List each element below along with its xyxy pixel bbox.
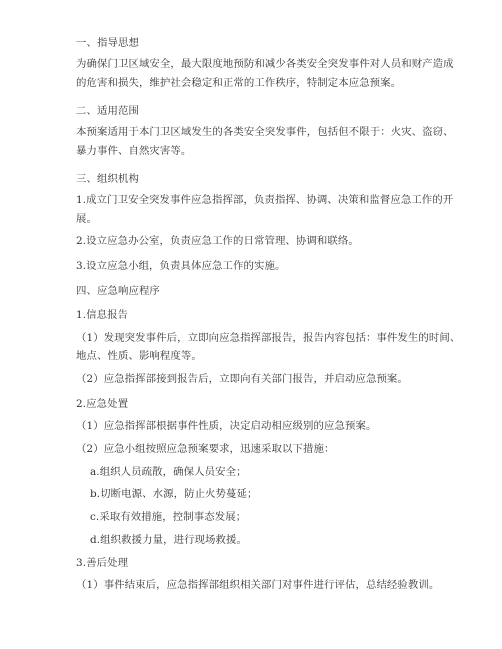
paragraph-line: （2）应急小组按照应急预案要求，迅速采取以下措施： [76,443,335,455]
list-item: c.采取有效措施，控制事态发展； [90,511,247,523]
paragraph-line: 本预案适用于本门卫区域发生的各类安全突发事件，包括但不限于：火灾、盗窃、 [76,126,454,138]
subheading-line: 3.善后处理 [76,557,129,569]
section-heading-scope: 二、适用范围 [76,105,139,117]
paragraph-line: 的危害和损失，维护社会稳定和正常的工作秩序，特制定本应急预案。 [76,77,402,89]
paragraph-line: 1.成立门卫安全突发事件应急指挥部，负责指挥、协调、决策和监督应急工作的开 [76,194,454,206]
paragraph-line: 展。 [76,213,97,225]
list-item: d.组织救援力量，进行现场救援。 [90,534,248,546]
paragraph-line: （1）应急指挥部根据事件性质，决定启动相应级别的应急预案。 [76,420,377,432]
paragraph-line: 暴力事件、自然灾害等。 [76,145,192,157]
section-heading-organization: 三、组织机构 [76,173,139,185]
list-item: b.切断电源、水源，防止火势蔓延； [90,488,258,500]
paragraph-line: （2）应急指挥部接到报告后，立即向有关部门报告，并启动应急预案。 [76,373,408,385]
subheading-line: 2.应急处置 [76,398,129,410]
paragraph-line: 2.设立应急办公室，负责应急工作的日常管理、协调和联络。 [76,235,359,247]
paragraph-line: （1）发现突发事件后，立即向应急指挥部报告，报告内容包括：事件发生的时间、 [76,332,461,344]
list-item: a.组织人员疏散，确保人员安全； [90,466,247,478]
paragraph-line: 地点、性质、影响程度等。 [76,350,202,362]
paragraph-line: 为确保门卫区域安全，最大限度地预防和减少各类安全突发事件对人员和财产造成 [76,58,454,70]
paragraph-line: （1）事件结束后，应急指挥部组织相关部门对事件进行评估，总结经验教训。 [76,579,440,591]
paragraph-line: 3.设立应急小组，负责具体应急工作的实施。 [76,260,286,272]
subheading-line: 1.信息报告 [76,309,129,321]
section-heading-response-procedure: 四、应急响应程序 [76,285,160,297]
section-heading-guiding-ideology: 一、指导思想 [76,37,139,49]
